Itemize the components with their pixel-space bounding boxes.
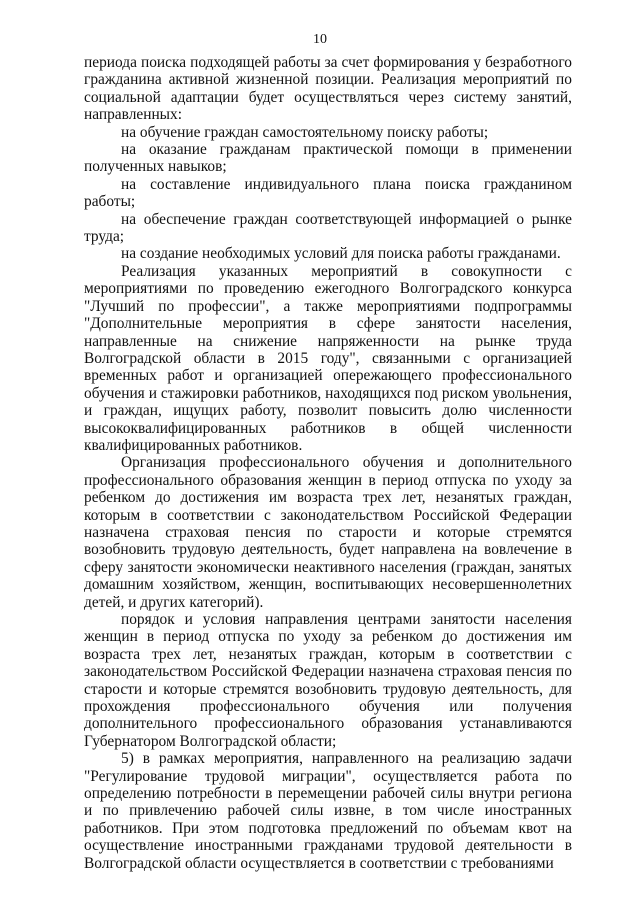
list-item-2: на оказание гражданам практической помощи в применении полученных навыков; (84, 141, 572, 176)
list-item-3: на составление индивидуального плана поиска гражданином работы; (84, 175, 572, 211)
document-body (84, 54, 572, 872)
paragraph-1: периода поиска подходящей работы за счет формирования у безработного гражданина активной жизненной позиции. Реализация мероприятий по социальной адаптации будет осуществляться через систему занятий, направленных: (84, 54, 572, 124)
page-number: 10 (313, 32, 327, 47)
paragraph-4: порядок и условия направления центрами занятости населения женщин в период отпуска по уходу за ребенком до достижения им возраста трех лет, незанятых граждан, которым в соответствии с законодательством Российской Федерации назначена страховая пенсия по старости и которые стремятся возобновить трудовую деятельность, для прохождения профессионального обучения или получения дополнительного профессионального образования устанавливаются Губернатором Волгоградской области; (84, 611, 572, 750)
list-item-4: на обеспечение граждан соответствующей информацией о рынке труда; (84, 210, 572, 246)
list-item-1: на обучение граждан самостоятельному поиску работы; (121, 123, 489, 141)
paragraph-2: Реализация указанных мероприятий в совокупности с мероприятиями по проведению ежегодного Волгоградского конкурса "Лучший по профессии", а также мероприятиями подпрограммы "Дополнительные мероприятия в сфере занятости населения, направленные на снижение напряженности на рынке труда Волгоградской области в 2015 году", связанными с организацией временных работ и организацией опережающего профессионального обучения и стажировки работников, находящихся под риском увольнения, и граждан, ищущих работу, позволит повысить долю численности высококвалифицированных работников в общей численности квалифицированных работников. (84, 262, 572, 454)
list-item-5: на создание необходимых условий для поиска работы гражданами. (121, 245, 561, 263)
paragraph-3: Организация профессионального обучения и дополнительного профессионального образования женщин в период отпуска по уходу за ребенком до достижения им возраста трех лет, незанятых граждан, которым в соответствии с законодательством Российской Федерации назначена страховая пенсия по старости и которые стремятся возобновить трудовую деятельность, будет направлена на вовлечение в сферу занятости экономически неактивного населения (граждан, занятых домашним хозяйством, женщин, воспитывающих несовершеннолетних детей, и других категорий). (84, 454, 572, 611)
paragraph-5: 5) в рамках мероприятия, направленного на реализацию задачи "Регулирование трудовой миграции", осуществляется работа по определению потребности в перемещении рабочей силы внутри региона и по привлечению рабочей силы извне, в том числе иностранных работников. При этом подготовка предложений по объемам квот на осуществление иностранными гражданами трудовой деятельности в Волгоградской области осуществляется в соответствии с требованиями (84, 750, 572, 872)
